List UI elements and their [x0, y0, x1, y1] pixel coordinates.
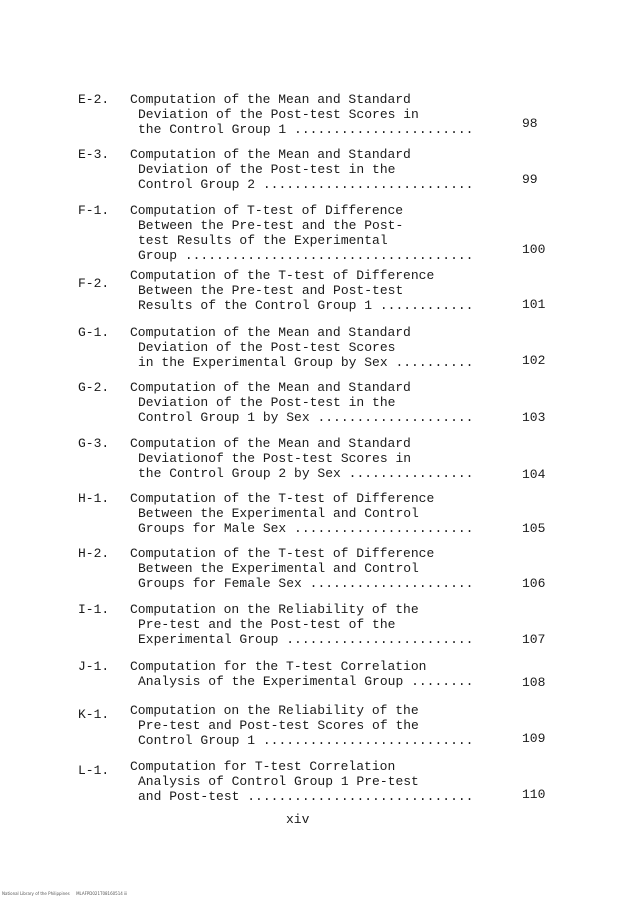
entry-last-line — [138, 789, 473, 804]
entry-last-text: Experimental Group — [138, 632, 279, 647]
entry-last-text: Control Group 2 — [138, 177, 256, 192]
leader-dots: ..................................... — [184, 248, 474, 263]
entry-last-text: the Control Group 2 by Sex — [138, 466, 341, 481]
entry-line: test Results of the Experimental — [138, 233, 388, 248]
leader-dots: ............................. — [247, 789, 474, 804]
entry-last-text: Control Group 1 by Sex — [138, 410, 310, 425]
entry-line: Computation of the Mean and Standard — [130, 380, 411, 395]
leader-dots: ........ — [411, 674, 474, 689]
entry-code: J-1. — [78, 659, 110, 674]
entry-last-line — [138, 674, 473, 689]
entry-line: Computation of the Mean and Standard — [130, 147, 411, 162]
leader-dots: ........................ — [286, 632, 474, 647]
entry-last-line — [138, 576, 473, 591]
entry-line: Deviation of the Post-test in the — [138, 395, 396, 410]
entry-line: Computation of the Mean and Standard — [130, 325, 411, 340]
entry-line: Computation of the T-test of Difference — [130, 546, 435, 561]
entry-last-line — [138, 521, 473, 536]
leader-dots: ................ — [348, 466, 474, 481]
entry-line: Deviation of the Post-test in the — [138, 162, 396, 177]
entry-last-line — [138, 466, 473, 481]
entry-last-text: in the Experimental Group by Sex — [138, 355, 388, 370]
entry-page-number: 108 — [522, 675, 546, 690]
entry-last-line — [138, 248, 473, 263]
scan-footer: National Library of the Philippines MLAFPD021T08160514 iii — [2, 891, 128, 896]
entry-line: Computation on the Reliability of the — [130, 602, 419, 617]
entry-page-number: 100 — [522, 242, 546, 257]
entry-last-text: Results of the Control Group 1 — [138, 298, 373, 313]
entry-code: G-2. — [78, 380, 110, 395]
entry-last-line — [138, 177, 473, 192]
leader-dots: ..................... — [309, 576, 474, 591]
entry-last-line — [138, 355, 473, 370]
entry-code: I-1. — [78, 602, 110, 617]
entry-line: Analysis of Control Group 1 Pre-test — [138, 774, 419, 789]
entry-last-line — [138, 122, 473, 137]
entry-code: E-3. — [78, 147, 110, 162]
entry-line: Deviation of the Post-test Scores in — [138, 107, 419, 122]
entry-code: F-2. — [78, 276, 110, 291]
entry-page-number: 99 — [522, 172, 538, 187]
entry-line: Pre-test and Post-test Scores of the — [138, 718, 419, 733]
entry-line: Between the Experimental and Control — [138, 561, 419, 576]
entry-line: Between the Pre-test and Post-test — [138, 283, 404, 298]
entry-last-line — [138, 410, 473, 425]
entry-line: Deviation of the Post-test Scores — [138, 340, 396, 355]
entry-line: Pre-test and the Post-test of the — [138, 617, 396, 632]
entry-code: H-2. — [78, 546, 110, 561]
entry-page-number: 107 — [522, 632, 546, 647]
entry-line: Computation of the Mean and Standard — [130, 436, 411, 451]
entry-code: H-1. — [78, 491, 110, 506]
entry-page-number: 110 — [522, 787, 546, 802]
leader-dots: ....................... — [294, 122, 474, 137]
entry-line: Between the Pre-test and the Post- — [138, 218, 404, 233]
entry-last-text: Group — [138, 248, 178, 263]
entry-page-number: 98 — [522, 116, 538, 131]
entry-line: Deviationof the Post-test Scores in — [138, 451, 412, 466]
entry-code: G-1. — [78, 325, 110, 340]
entry-page-number: 104 — [522, 467, 546, 482]
entry-line: Computation of T-test of Difference — [130, 203, 404, 218]
leader-dots: ............ — [379, 298, 474, 313]
entry-page-number: 102 — [522, 353, 546, 368]
entry-line: Computation of the T-test of Difference — [130, 268, 435, 283]
leader-dots: ........................... — [262, 177, 474, 192]
entry-last-text: and Post-test — [138, 789, 240, 804]
entry-line: Computation for the T-test Correlation — [130, 659, 427, 674]
entry-last-text: Groups for Male Sex — [138, 521, 287, 536]
entry-page-number: 106 — [522, 576, 546, 591]
entry-page-number: 105 — [522, 521, 546, 536]
leader-dots: .......... — [395, 355, 474, 370]
entry-last-line — [138, 733, 473, 748]
leader-dots: ........................... — [262, 733, 474, 748]
entry-page-number: 103 — [522, 410, 546, 425]
entry-last-line — [138, 632, 473, 647]
entry-line: Between the Experimental and Control — [138, 506, 419, 521]
entry-last-text: Groups for Female Sex — [138, 576, 302, 591]
entry-last-text: Control Group 1 — [138, 733, 256, 748]
entry-code: F-1. — [78, 203, 110, 218]
entry-line: Computation on the Reliability of the — [130, 703, 419, 718]
leader-dots: .................... — [317, 410, 474, 425]
entry-page-number: 109 — [522, 731, 546, 746]
entry-code: G-3. — [78, 436, 110, 451]
entry-line: Computation of the Mean and Standard — [130, 92, 411, 107]
entry-line: Computation for T-test Correlation — [130, 759, 396, 774]
entry-code: K-1. — [78, 707, 110, 722]
entry-last-text: the Control Group 1 — [138, 122, 287, 137]
entry-code: E-2. — [78, 92, 110, 107]
entry-page-number: 101 — [522, 297, 546, 312]
entry-last-text: Analysis of the Experimental Group — [138, 674, 404, 689]
entry-code: L-1. — [78, 763, 110, 778]
entry-line: Computation of the T-test of Difference — [130, 491, 435, 506]
page-number: xiv — [286, 812, 310, 827]
leader-dots: ....................... — [294, 521, 474, 536]
entry-last-line — [138, 298, 473, 313]
